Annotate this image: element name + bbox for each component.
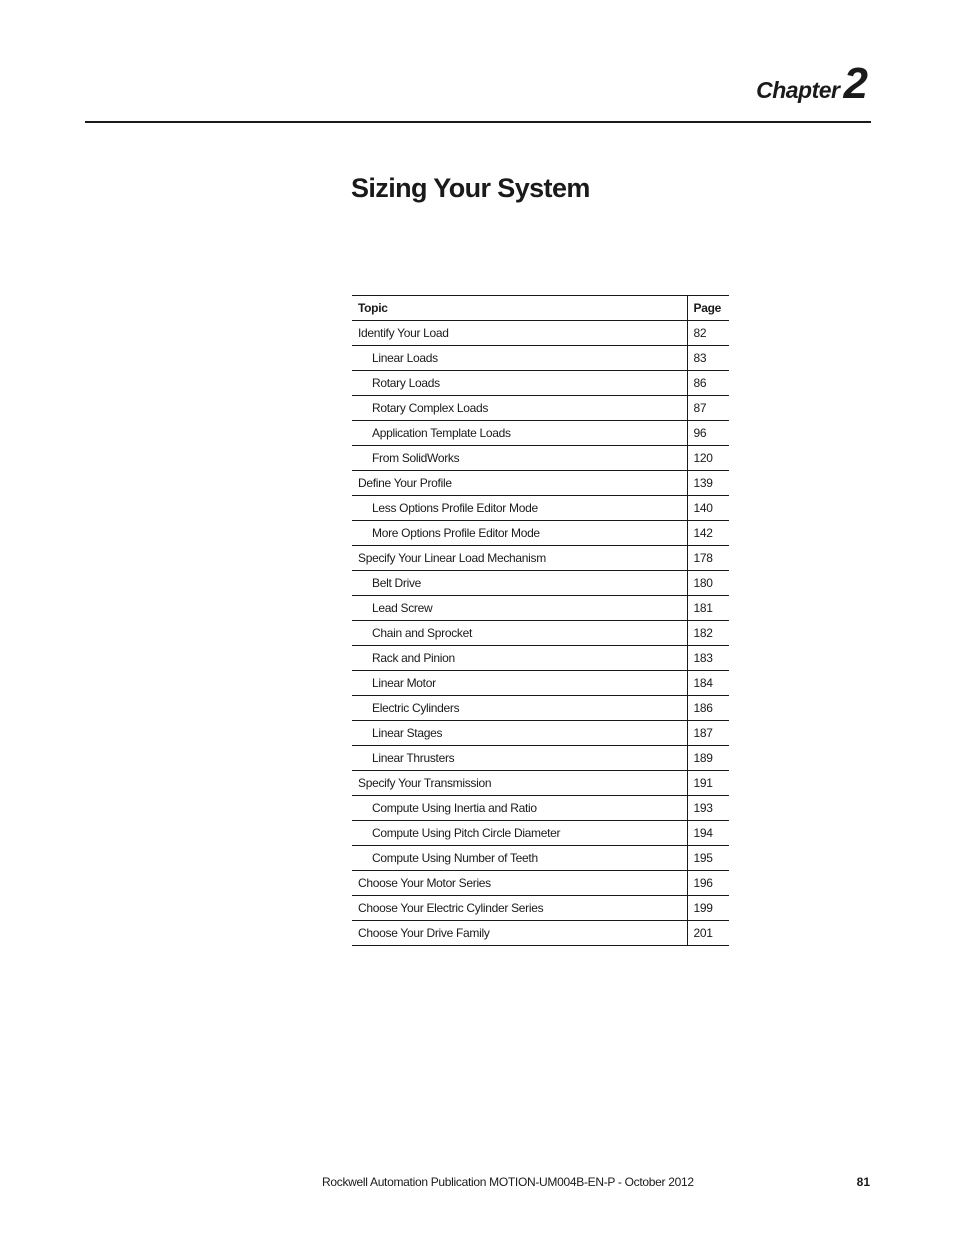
table-row (352, 696, 729, 721)
table-row (352, 896, 729, 921)
footer-page-number: 81 (856, 1175, 870, 1189)
page-cell: 183 (687, 646, 729, 671)
topic-cell: Rack and Pinion (352, 646, 687, 671)
page-cell: 194 (687, 821, 729, 846)
page-column-header: Page (687, 296, 729, 321)
page-cell: 191 (687, 771, 729, 796)
topic-table (352, 295, 729, 946)
topic-cell: Linear Loads (352, 346, 687, 371)
chapter-divider (85, 121, 871, 123)
page-cell: 86 (687, 371, 729, 396)
table-row (352, 371, 729, 396)
topic-cell: Lead Screw (352, 596, 687, 621)
footer-publication: Rockwell Automation Publication MOTION-UM004B-EN-P - October 2012 (322, 1175, 694, 1189)
topic-cell: Choose Your Motor Series (352, 871, 687, 896)
table-row (352, 446, 729, 471)
page-cell: 189 (687, 746, 729, 771)
table-row (352, 646, 729, 671)
page-cell: 139 (687, 471, 729, 496)
topic-table-body (352, 321, 729, 946)
topic-cell: Linear Thrusters (352, 746, 687, 771)
table-row (352, 471, 729, 496)
page-cell: 82 (687, 321, 729, 346)
topic-cell: Less Options Profile Editor Mode (352, 496, 687, 521)
table-row (352, 621, 729, 646)
topic-cell: Choose Your Electric Cylinder Series (352, 896, 687, 921)
table-row (352, 546, 729, 571)
topic-cell: Define Your Profile (352, 471, 687, 496)
page-cell: 195 (687, 846, 729, 871)
page-cell: 120 (687, 446, 729, 471)
topic-cell: Chain and Sprocket (352, 621, 687, 646)
table-row (352, 846, 729, 871)
table-row (352, 796, 729, 821)
table-row (352, 771, 729, 796)
page-cell: 181 (687, 596, 729, 621)
topic-cell: Application Template Loads (352, 421, 687, 446)
table-header-row (352, 296, 729, 321)
topic-cell: Specify Your Linear Load Mechanism (352, 546, 687, 571)
topic-cell: More Options Profile Editor Mode (352, 521, 687, 546)
topic-cell: Specify Your Transmission (352, 771, 687, 796)
page-cell: 96 (687, 421, 729, 446)
table-row (352, 921, 729, 946)
table-row (352, 746, 729, 771)
table-row (352, 871, 729, 896)
table-row (352, 521, 729, 546)
chapter-heading (756, 59, 868, 108)
topic-cell: Identify Your Load (352, 321, 687, 346)
page-cell: 199 (687, 896, 729, 921)
page-cell: 182 (687, 621, 729, 646)
page-cell: 193 (687, 796, 729, 821)
table-row (352, 346, 729, 371)
topic-cell: Compute Using Pitch Circle Diameter (352, 821, 687, 846)
topic-cell: Linear Stages (352, 721, 687, 746)
page-cell: 140 (687, 496, 729, 521)
table-row (352, 321, 729, 346)
topic-cell: Rotary Complex Loads (352, 396, 687, 421)
page-cell: 83 (687, 346, 729, 371)
table-row (352, 671, 729, 696)
topic-cell: Belt Drive (352, 571, 687, 596)
page-cell: 87 (687, 396, 729, 421)
page-cell: 178 (687, 546, 729, 571)
page-cell: 142 (687, 521, 729, 546)
topic-cell: Compute Using Number of Teeth (352, 846, 687, 871)
page-title: Sizing Your System (351, 173, 590, 203)
table-row (352, 421, 729, 446)
table-row (352, 396, 729, 421)
topic-column-header: Topic (352, 296, 687, 321)
page-cell: 180 (687, 571, 729, 596)
topic-cell: Rotary Loads (352, 371, 687, 396)
page-cell: 184 (687, 671, 729, 696)
page-cell: 187 (687, 721, 729, 746)
chapter-label: Chapter (756, 77, 840, 103)
chapter-number: 2 (843, 59, 868, 108)
table-row (352, 571, 729, 596)
page-cell: 201 (687, 921, 729, 946)
topic-cell: Electric Cylinders (352, 696, 687, 721)
table-row (352, 496, 729, 521)
page-cell: 196 (687, 871, 729, 896)
page-cell: 186 (687, 696, 729, 721)
topic-cell: From SolidWorks (352, 446, 687, 471)
table-row (352, 596, 729, 621)
topic-cell: Compute Using Inertia and Ratio (352, 796, 687, 821)
topic-cell: Linear Motor (352, 671, 687, 696)
table-row (352, 721, 729, 746)
table-row (352, 821, 729, 846)
topic-cell: Choose Your Drive Family (352, 921, 687, 946)
